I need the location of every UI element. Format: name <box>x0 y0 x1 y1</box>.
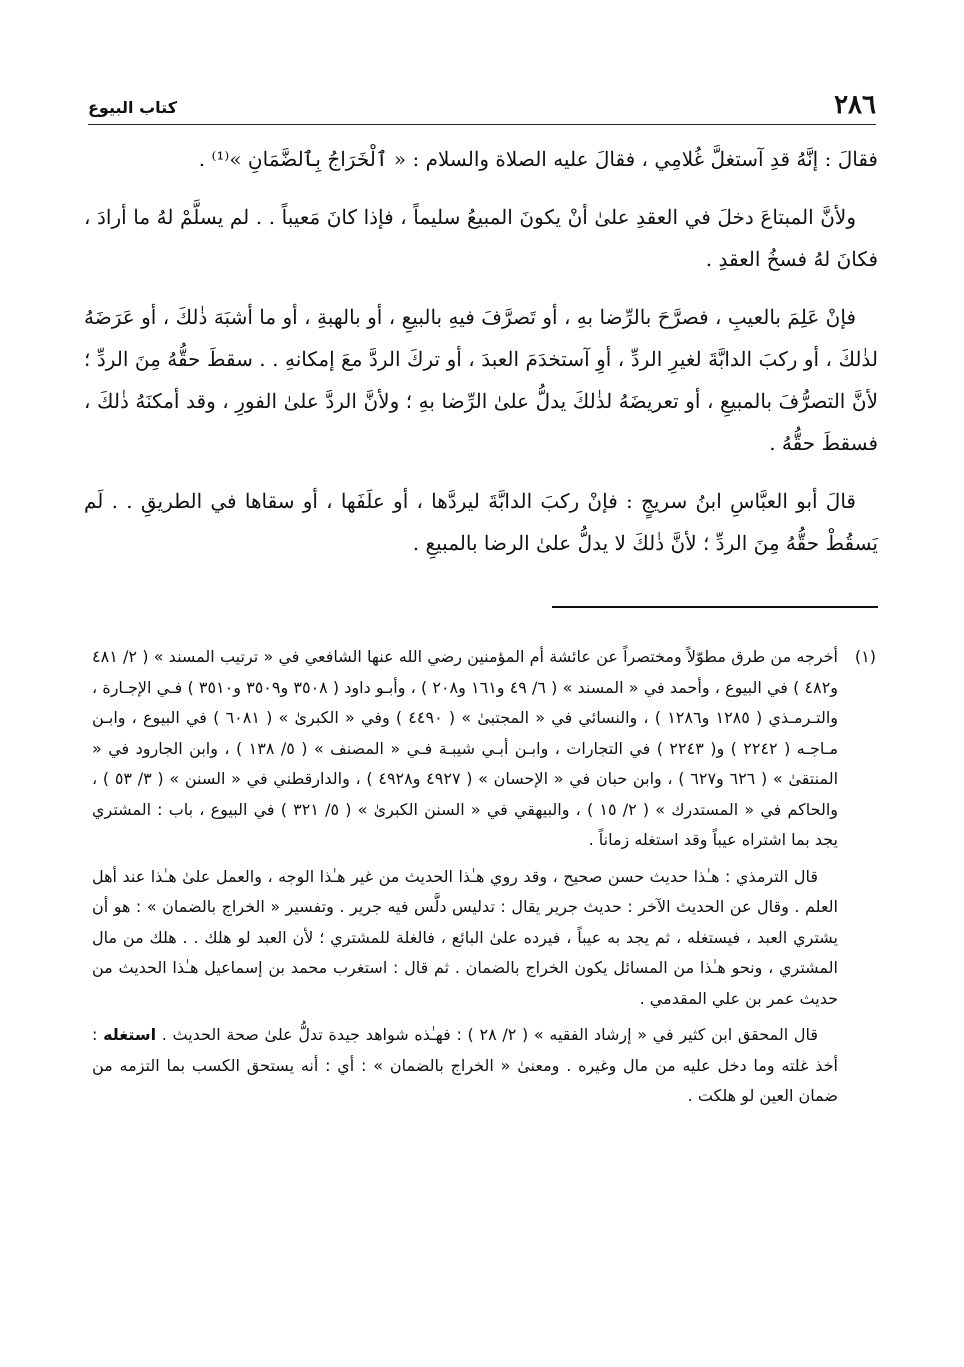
footnote-text: : أخذ غلته وما دخل عليه من مال وغيره . ومعنىٰ « الخراج بالضمان » : أي : أنه يستحق الكسب بما التزمه من ضمان العين لو هلكت . <box>92 1025 838 1105</box>
main-paragraph: فإنْ عَلِمَ بالعيبِ ، فصرَّحَ بالرِّضا بهِ ، أو تَصرَّفَ فيهِ بالبيعِ ، أو بالهبةِ ، أو ما أشبَهَ ذٰلكَ ، أو عَرَضَهُ لذٰلكَ ، أو ركبَ الدابَّةَ لغيرِ الردِّ ، أوِ آستخدَمَ العبدَ ، أو تركَ الردَّ معَ إمكانهِ . . سقطَ حقُّهُ مِنَ الردِّ ؛ لأنَّ التصرُّفَ بالمبيعِ ، أو تعريضَهُ لذٰلكَ يدلُّ علىٰ الرِّضا بهِ ؛ ولأنَّ الردَّ علىٰ الفورِ ، وقد أمكنَهُ ذٰلكَ ، فسقطَ حقُّهُ . <box>84 305 878 455</box>
main-text <box>84 138 878 580</box>
footnote-paragraph: أخرجه من طرق مطوّلاً ومختصراً عن عائشة أم المؤمنين رضي الله عنها الشافعي في « ترتيب المسند » ( ٢/ ٤٨١ و٤٨٢ ) في البيوع ، وأحمد في « المسند » ( ٦/ ٤٩ و١٦١ و٢٠٨ ) ، وأبـو داود ( ٣٥٠٨ و٣٥٠٩ و٣٥١٠ ) فـي الإجـارة ، والتـرمـذي ( ١٢٨٥ و١٢٨٦ ) ، والنسائي في « المجتبىٰ » ( ٤٤٩٠ ) وفي « الكبرىٰ » ( ٦٠٨١ ) في البيوع ، وابـن مـاجـه ( ٢٢٤٢ ) و( ٢٢٤٣ ) في التجارات ، وابـن أبـي شيبـة فـي « المصنف » ( ٥/ ١٣٨ ) ، وابن الجارود في « المنتقىٰ » ( ٦٢٦ و٦٢٧ ) ، وابن حبان في « الإحسان » ( ٤٩٢٧ و٤٩٢٨ ) ، والدارقطني في « السنن » ( ٣/ ٥٣ ) ، والحاكم في « المستدرك » ( ٢/ ١٥ ) ، والبيهقي في « السنن الكبرىٰ » ( ٥/ ٣٢١ ) في البيوع ، باب : المشتري يجد بما اشتراه عيباً وقد استغله زماناً . <box>92 647 839 849</box>
footnote-paragraph: قال الترمذي : هـٰذا حديث حسن صحيح ، وقد روي هـٰذا الحديث من غير هـٰذا الوجه ، والعمل علىٰ هـٰذا عند أهل العلم . وقال عن الحديث الآخر : حديث جرير يقال : تدليس دلَّس فيه جرير . وتفسير « الخراج بالضمان » : هو أن يشتري العبد ، فيستغله ، ثم يجد به عيباً ، فيرده علىٰ البائع ، فالغلة للمشتري ؛ لأن العبد لو هلك . . هلك من مال المشتري ، ونحو هـٰذا من المسائل يكون الخراج بالضمان . ثم قال : استغرب محمد بن إسماعيل هـٰذا الحديث من حديث عمر بن علي المقدمي . <box>92 866 838 1008</box>
main-paragraph: قالَ أبو العبَّاسِ ابنُ سريجٍ : فإنْ ركبَ الدابَّةَ ليردَّها ، أو علَفَها ، أو سقاها في الطريقِ . . لَم يَسقُطْ حقُّهُ مِنَ الردِّ ؛ لأنَّ ذٰلكَ لا يدلُّ علىٰ الرضا بالمبيعِ . <box>84 489 878 555</box>
footnote-separator <box>552 606 878 608</box>
page-number: ٢٨٦ <box>834 90 876 120</box>
footnote-bold-term: استغله <box>103 1025 157 1044</box>
footnote-body <box>92 642 838 1118</box>
main-paragraph: فقالَ : إنَّهُ قدِ آستغلَّ غُلامِي ، فقالَ عليه الصلاة والسلام : « ٱلْخَرَاجُ بِٱلضَّمَانِ »⁽¹⁾ . <box>198 147 878 171</box>
main-paragraph: ولأنَّ المبتاعَ دخلَ في العقدِ علىٰ أنْ يكونَ المبيعُ سليماً ، فإذا كانَ مَعيباً . . لم يسلَّمْ لهُ ما أرادَ ، فكانَ لهُ فسخُ العقدِ . <box>84 205 878 271</box>
footnotes <box>92 642 876 1118</box>
footnote-item <box>92 642 876 1118</box>
footnote-text: قال المحقق ابن كثير في « إرشاد الفقيه » ( ٢/ ٢٨ ) : فهـٰذه شواهد جيدة تدلُّ علىٰ صحة الحديث . <box>156 1025 818 1044</box>
footnote-paragraph <box>92 1020 838 1112</box>
page-header <box>88 84 876 125</box>
footnote-marker: (١) <box>854 647 876 666</box>
running-title: كتاب البيوع <box>88 98 178 117</box>
